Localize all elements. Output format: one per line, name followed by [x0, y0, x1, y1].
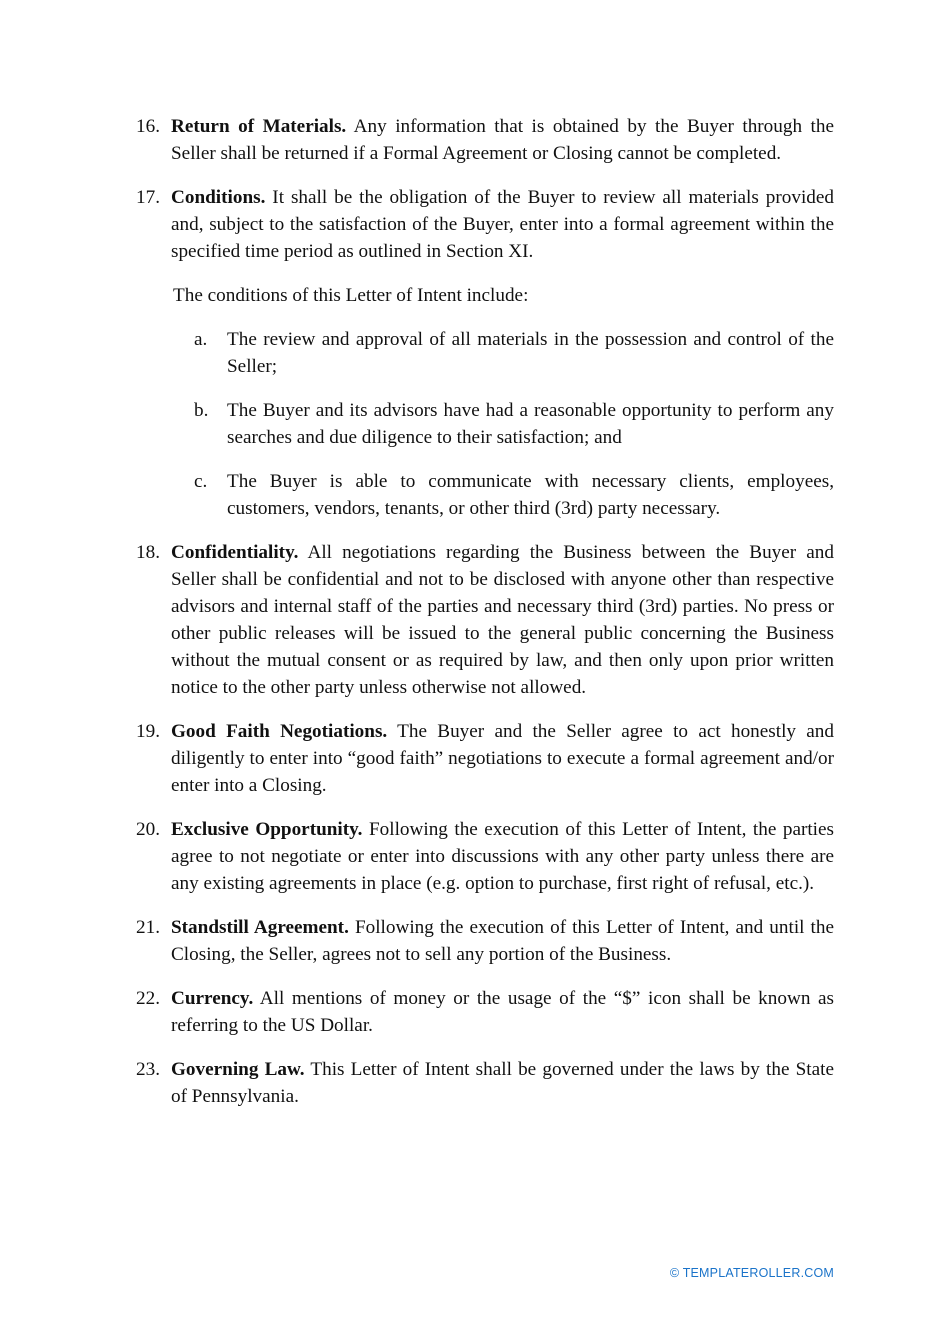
condition-text: The Buyer and its advisors have had a reasonable opportunity to perform any searches and due diligence to their satisfaction; and	[227, 400, 834, 448]
footer-link[interactable]	[670, 1266, 834, 1280]
clause-number: 18.	[136, 542, 160, 563]
condition-text: The Buyer is able to communicate with necessary clients, employees, customers, vendors, tenants, or other third (3rd) party necessary.	[227, 471, 834, 519]
clause-text: It shall be the obligation of the Buyer to review all materials provided and, subject to the satisfaction of the Buyer, enter into a formal agreement within the specified time period as outlined in Section XI.	[171, 187, 834, 262]
clause-title: Return of Materials.	[171, 116, 347, 137]
clause-text: Any information that is obtained by the Buyer through the Seller shall be returned if a Formal Agreement or Closing cannot be completed.	[171, 116, 834, 164]
clause-number: 22.	[136, 988, 160, 1009]
copyright-icon: ©	[669, 1266, 680, 1280]
clause-text: The Buyer and the Seller agree to act honestly and diligently to enter into “good faith” negotiations to execute a formal agreement and/or enter into a Closing.	[171, 721, 834, 796]
condition-letter: b.	[194, 400, 209, 421]
clause-18	[136, 539, 834, 701]
condition-item-a	[171, 326, 834, 380]
clause-text: Following the execution of this Letter of Intent, the parties agree to not negotiate or enter into discussions with any other party unless there are any existing agreements in place (e.g. option to purchase, first right of refusal, etc.).	[171, 819, 834, 894]
clause-20	[136, 816, 834, 897]
clause-21	[136, 914, 834, 968]
clause-number: 16.	[136, 116, 160, 137]
clause-title: Exclusive Opportunity.	[171, 819, 363, 840]
conditions-intro: The conditions of this Letter of Intent include:	[173, 285, 529, 306]
clause-title: Confidentiality.	[171, 542, 299, 563]
clause-text: Following the execution of this Letter of Intent, and until the Closing, the Seller, agrees not to sell any portion of the Business.	[171, 917, 834, 965]
clause-text: All negotiations regarding the Business between the Buyer and Seller shall be confidential and not to be disclosed with anyone other than respective advisors and internal staff of the parties and necessary third (3rd) parties. No press or other public releases will be issued to the general public concerning the Business without the mutual consent or as required by law, and then only upon prior written notice to the other party unless otherwise not allowed.	[171, 542, 834, 698]
condition-item-b	[171, 397, 834, 451]
clause-text: This Letter of Intent shall be governed under the laws by the State of Pennsylvania.	[171, 1059, 834, 1107]
condition-text: The review and approval of all materials in the possession and control of the Seller;	[227, 329, 834, 377]
clause-number: 17.	[136, 187, 160, 208]
condition-item-c	[171, 468, 834, 522]
clause-title: Good Faith Negotiations.	[171, 721, 388, 742]
clause-number: 20.	[136, 819, 160, 840]
clause-number: 19.	[136, 721, 160, 742]
condition-letter: a.	[194, 329, 208, 350]
footer-brand: TEMPLATEROLLER.COM	[682, 1266, 834, 1280]
clause-title: Currency.	[171, 988, 254, 1009]
clause-number: 21.	[136, 917, 160, 938]
clause-17	[136, 184, 834, 522]
clause-number: 23.	[136, 1059, 160, 1080]
clause-23	[136, 1056, 834, 1110]
clause-title: Conditions.	[171, 187, 266, 208]
clause-22	[136, 985, 834, 1039]
clause-19	[136, 718, 834, 799]
clause-text: All mentions of money or the usage of the “$” icon shall be known as referring to the US Dollar.	[171, 988, 834, 1036]
clause-title: Standstill Agreement.	[171, 917, 349, 938]
condition-letter: c.	[194, 471, 208, 492]
clause-list	[136, 113, 834, 1127]
clause-title: Governing Law.	[171, 1059, 305, 1080]
clause-16	[136, 113, 834, 167]
conditions-list	[171, 326, 834, 522]
